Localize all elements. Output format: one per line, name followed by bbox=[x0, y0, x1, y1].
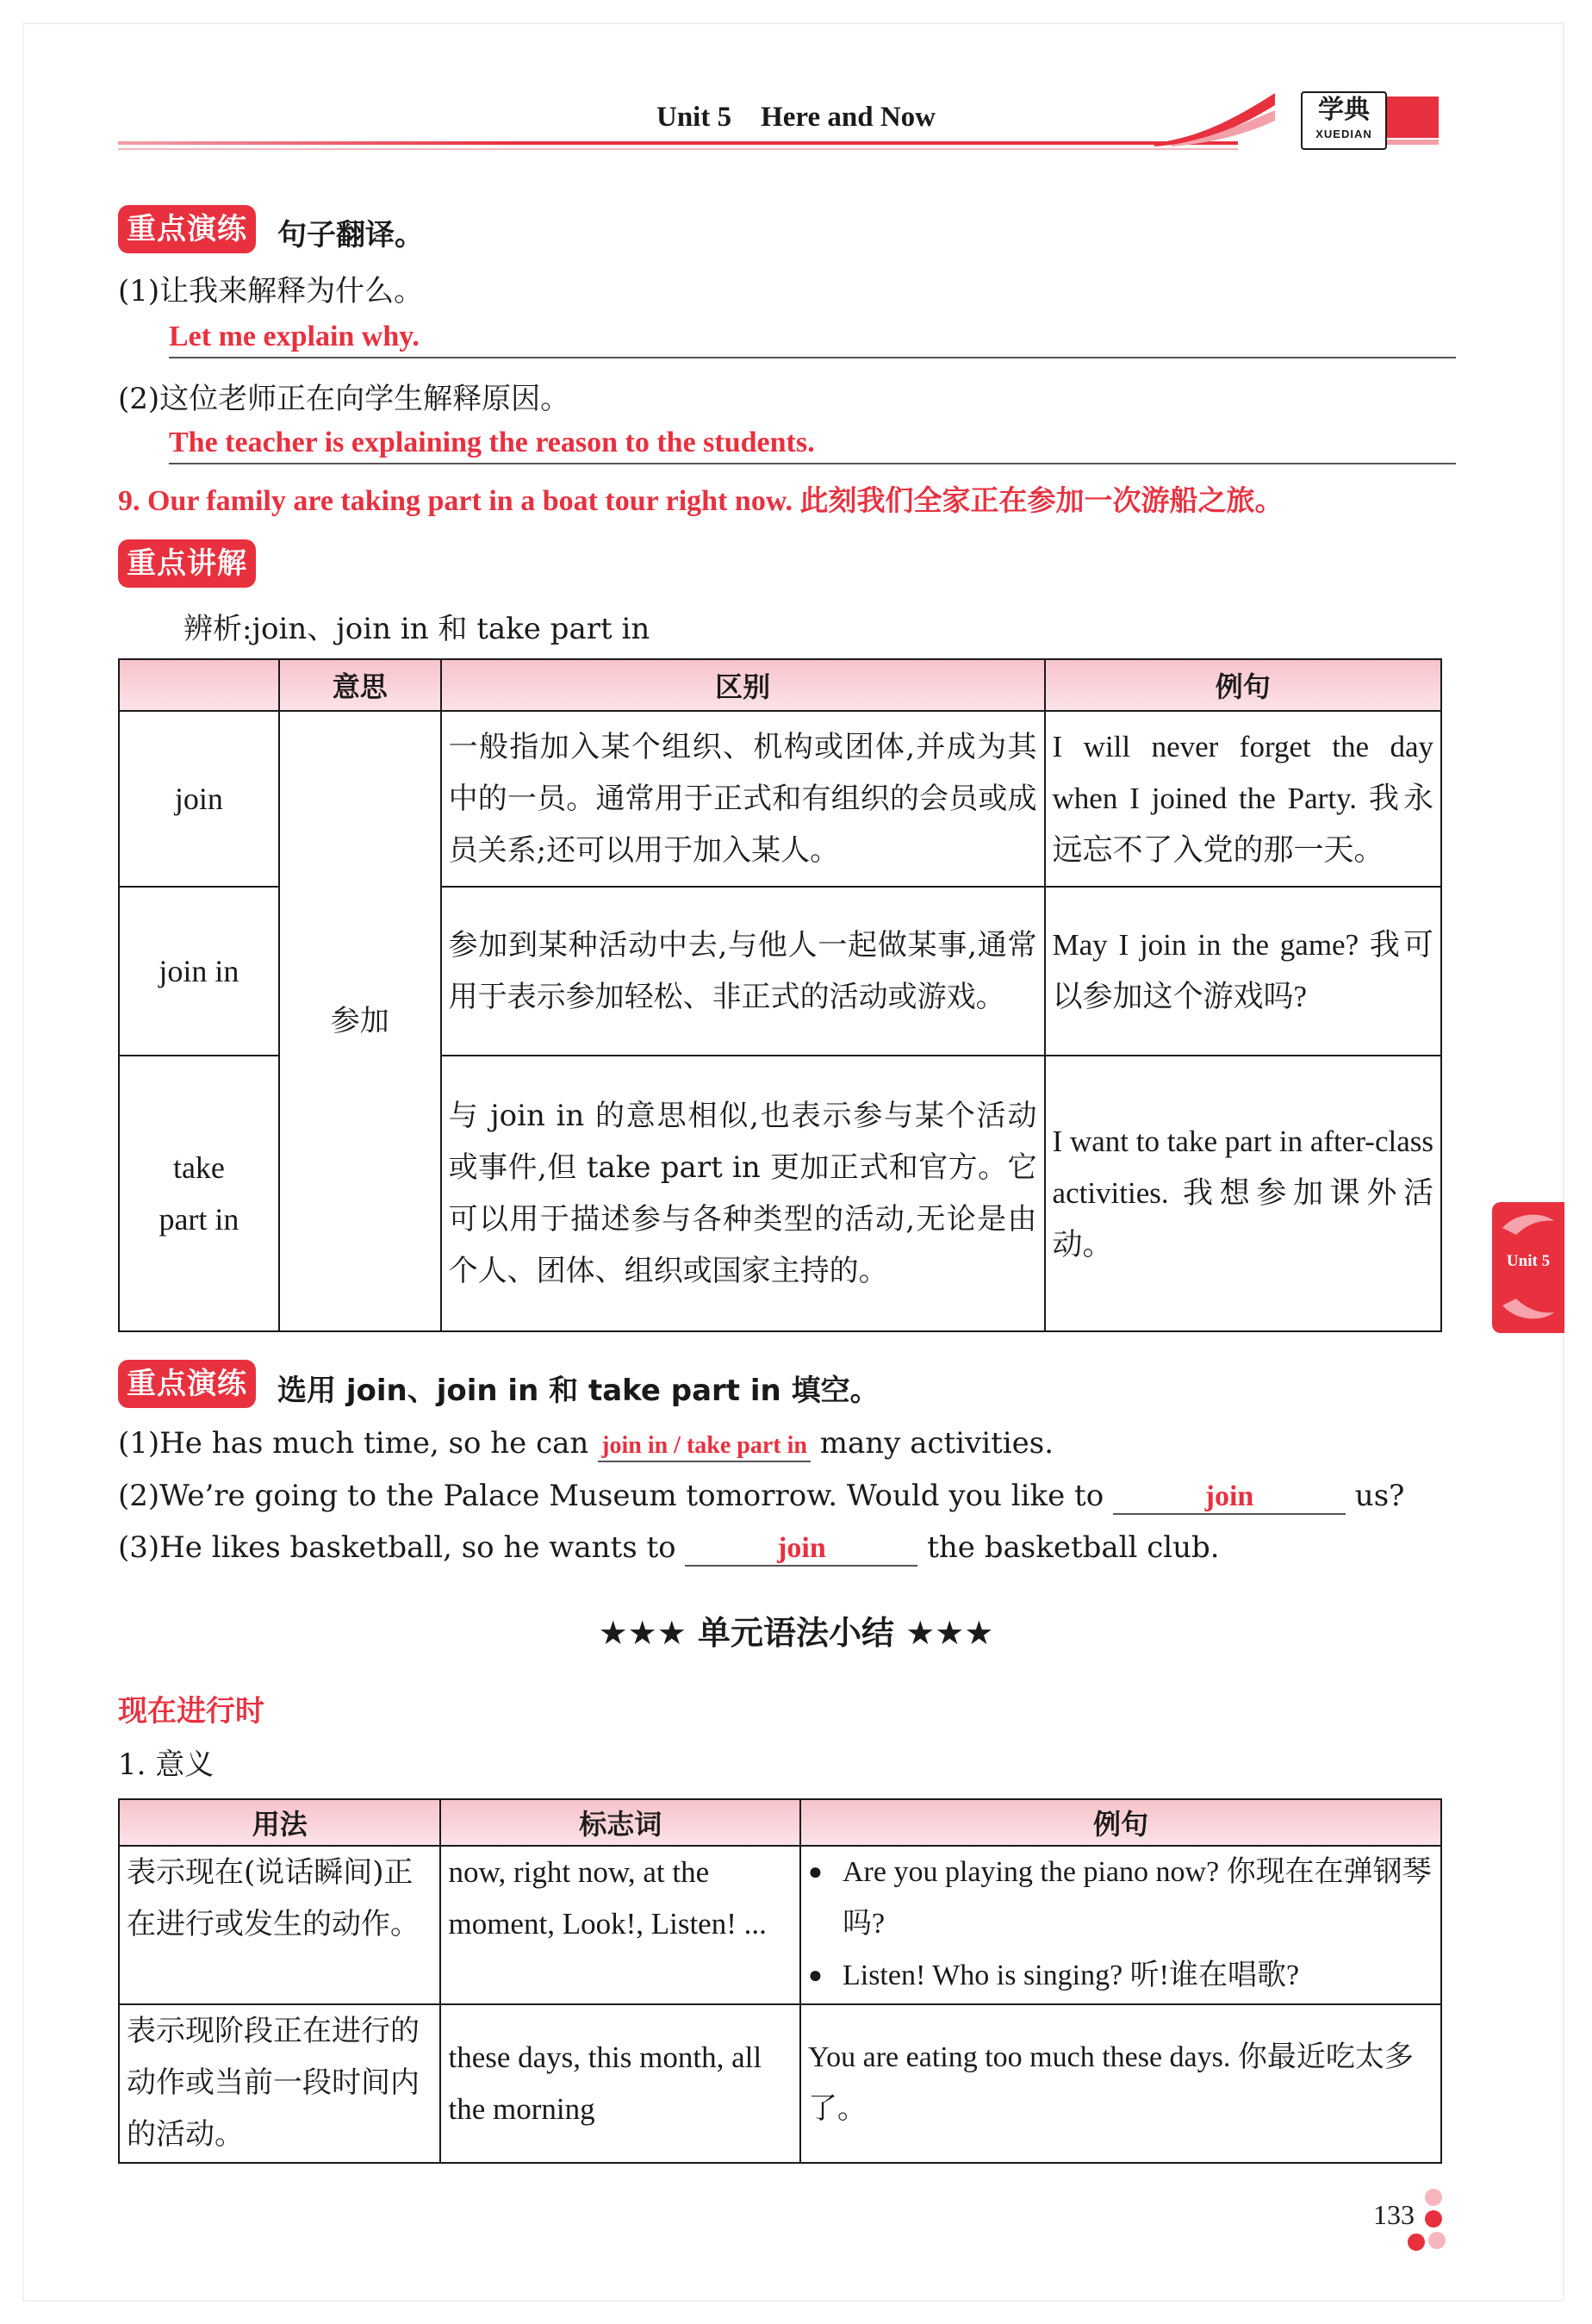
blank-3 bbox=[685, 1530, 917, 1567]
table-header: 例句 bbox=[1045, 659, 1441, 711]
key-sentence-9 bbox=[118, 478, 1284, 519]
dot-decoration bbox=[1425, 2189, 1442, 2206]
examples-cell: You are eating too much these days. 你最近吃太多了。 bbox=[800, 2004, 1441, 2163]
meaning-cell: 参加 bbox=[279, 711, 441, 1331]
sentence-9-en: 9. Our family are taking part in a boat tour right now. bbox=[118, 485, 793, 517]
header-swoosh-icon bbox=[1154, 86, 1275, 146]
blank-1 bbox=[598, 1426, 811, 1462]
table-row bbox=[119, 1846, 1441, 2004]
practice-tag: 重点演练 bbox=[118, 205, 256, 253]
header-rule bbox=[118, 141, 1238, 145]
desc-cell: 参加到某种活动中去,与他人一起做某事,通常用于表示参加轻松、非正式的活动或游戏。 bbox=[441, 887, 1045, 1056]
table-header-row bbox=[119, 659, 1441, 711]
word-cell: join in bbox=[119, 887, 279, 1056]
table-row bbox=[119, 2004, 1441, 2163]
logo-main: 学典 bbox=[1318, 95, 1370, 125]
dot-decoration bbox=[1425, 2210, 1442, 2227]
dot-decoration bbox=[1408, 2234, 1425, 2251]
header-rule-thin bbox=[118, 148, 1238, 150]
practice-tag: 重点演练 bbox=[118, 1360, 256, 1408]
practice-title: 句子翻译。 bbox=[277, 218, 424, 252]
question-1: (1)让我来解释为什么。 bbox=[118, 274, 424, 308]
page-number: 133 bbox=[1373, 2199, 1415, 2230]
answer-blank-3: join bbox=[777, 1532, 826, 1564]
fill-question-3 bbox=[118, 1530, 1220, 1567]
examples-cell bbox=[800, 1846, 1441, 2004]
explain-tag: 重点讲解 bbox=[118, 539, 256, 588]
q3-pre: (3)He likes basketball, so he wants to bbox=[118, 1530, 676, 1565]
signal-cell: now, right now, at the moment, Look!, Listen! ... bbox=[440, 1846, 800, 2004]
table-header: 用法 bbox=[119, 1799, 440, 1846]
example-text: Listen! Who is singing? 听!谁在唱歌? bbox=[842, 1960, 1300, 1991]
q2-pre: (2)We’re going to the Palace Museum tomorrow. Would you like to bbox=[118, 1479, 1104, 1513]
practice-title: 选用 join、join in 和 take part in 填空。 bbox=[277, 1374, 880, 1408]
logo-bar-light bbox=[1387, 140, 1439, 145]
answer-blank-1: join in / take part in bbox=[601, 1432, 807, 1459]
question-2: (2)这位老师正在向学生解释原因。 bbox=[118, 382, 570, 416]
usage-cell: 表示现阶段正在进行的动作或当前一段时间内的活动。 bbox=[119, 2004, 440, 2163]
grammar-table bbox=[118, 1798, 1442, 2164]
fill-question-1 bbox=[118, 1426, 1054, 1462]
table-header: 意思 bbox=[279, 659, 441, 711]
signal-cell: these days, this month, all the morning bbox=[440, 2004, 800, 2163]
bullet-icon: ● bbox=[807, 1962, 823, 1989]
table-header: 标志词 bbox=[440, 1799, 800, 1846]
table-header: 区别 bbox=[441, 659, 1045, 711]
example-cell: I will never forget the day when I joined the Party. 我永远忘不了入党的那一天。 bbox=[1045, 711, 1441, 887]
logo bbox=[1301, 91, 1387, 150]
usage-cell: 表示现在(说话瞬间)正在进行或发生的动作。 bbox=[119, 1846, 440, 2004]
comparison-table bbox=[118, 658, 1442, 1332]
desc-cell: 与 join in 的意思相似,也表示参与某个活动或事件,但 take part in 更加正式和官方。它可以用于描述参与各种类型的活动,无论是由个人、团体、组织或国家主持的。 bbox=[441, 1056, 1045, 1331]
example-item bbox=[808, 1847, 1433, 1950]
sentence-9-cn: 此刻我们全家正在参加一次游船之旅。 bbox=[799, 483, 1284, 517]
q3-post: the basketball club. bbox=[927, 1530, 1220, 1565]
bullet-icon: ● bbox=[807, 1859, 823, 1885]
example-cell: I want to take part in after-class activities. 我想参加课外活动。 bbox=[1045, 1056, 1441, 1331]
table-header-row bbox=[119, 1799, 1441, 1846]
table-header: 例句 bbox=[800, 1799, 1441, 1846]
word-cell: take part in bbox=[119, 1056, 279, 1331]
summary-title: ★★★ 单元语法小结 ★★★ bbox=[598, 1614, 994, 1652]
answer-rule bbox=[169, 463, 1456, 464]
logo-bar bbox=[1387, 97, 1439, 138]
blank-2 bbox=[1113, 1479, 1346, 1515]
desc-cell: 一般指加入某个组织、机构或团体,并成为其中的一员。通常用于正式和有组织的会员或成员关系;还可以用于加入某人。 bbox=[441, 711, 1045, 887]
q1-post: many activities. bbox=[819, 1426, 1054, 1461]
table-row bbox=[119, 711, 1441, 887]
explain-subtitle: 辨析:join、join in 和 take part in bbox=[183, 612, 650, 646]
answer-blank-2: join bbox=[1204, 1480, 1254, 1512]
fill-question-2 bbox=[118, 1479, 1404, 1515]
answer-rule bbox=[169, 357, 1456, 358]
header-title: Here and Now bbox=[761, 102, 936, 133]
dot-decoration bbox=[1428, 2232, 1446, 2249]
example-item bbox=[808, 1950, 1433, 2002]
example-text: Are you playing the piano now? 你现在在弹钢琴吗? bbox=[842, 1856, 1432, 1940]
table-header bbox=[119, 659, 279, 711]
q2-post: us? bbox=[1354, 1479, 1405, 1513]
logo-sub: XUEDIAN bbox=[1315, 128, 1372, 140]
q1-pre: (1)He has much time, so he can bbox=[118, 1426, 589, 1461]
grammar-topic: 现在进行时 bbox=[118, 1694, 264, 1729]
word-cell: join bbox=[119, 711, 279, 887]
answer-2: The teacher is explaining the reason to the students. bbox=[169, 427, 815, 458]
example-cell: May I join in the game? 我可以参加这个游戏吗? bbox=[1045, 887, 1441, 1056]
header-unit: Unit 5 bbox=[656, 102, 732, 133]
unit-side-tab bbox=[1492, 1202, 1564, 1333]
answer-1: Let me explain why. bbox=[169, 321, 420, 352]
side-tab-label: Unit 5 bbox=[1506, 1252, 1551, 1270]
grammar-point: 1. 意义 bbox=[118, 1748, 215, 1782]
